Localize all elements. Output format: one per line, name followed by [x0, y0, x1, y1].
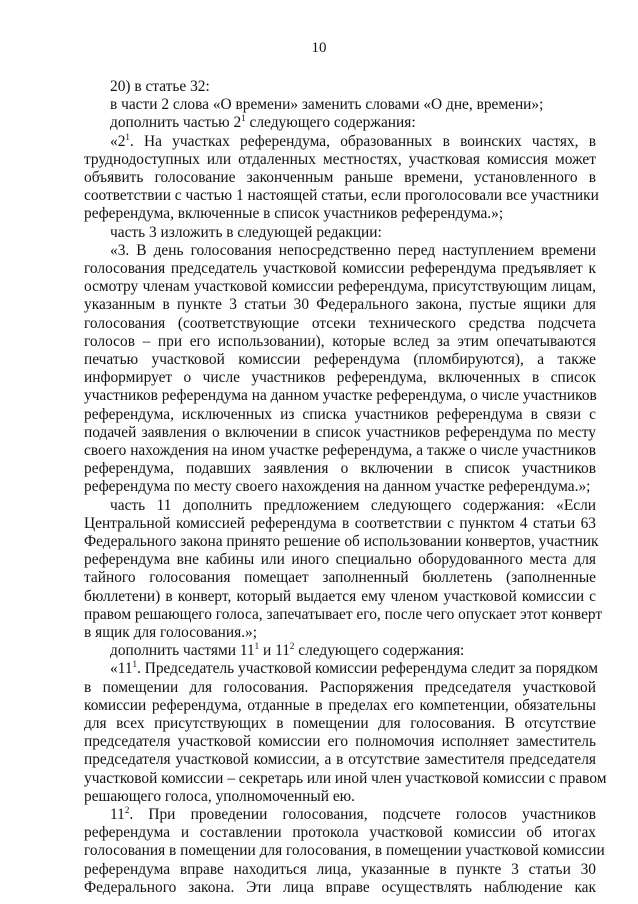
text-span: объявить голосование законченным раньше времени, установленного в — [84, 169, 596, 186]
text-span: . На участках референдума, образованных в воинских частях, в — [129, 132, 596, 150]
text-line — [84, 533, 599, 551]
text-span: решающего голоса, уполномоченный ею. — [84, 787, 356, 805]
text-span: участковой комиссии – секретарь или иной член участковой комиссии с правом — [84, 769, 607, 787]
text-line — [110, 133, 596, 151]
text-line — [84, 187, 599, 205]
text-line — [84, 788, 596, 806]
text-line — [84, 169, 596, 187]
text-line — [84, 769, 607, 788]
superscript: 1 — [241, 113, 246, 124]
text-line — [84, 478, 596, 496]
text-line — [110, 96, 596, 114]
superscript: 1 — [125, 131, 130, 142]
text-line — [84, 679, 596, 697]
text-span: в помещении для голосования. Распоряжения председателя участковой — [84, 678, 596, 696]
superscript: 2 — [289, 641, 295, 652]
superscript: 1 — [132, 659, 138, 670]
text-span: часть 11 дополнить предложением следующего содержания: «Если — [110, 496, 596, 514]
text-span: для всех присутствующих в помещении для голосования. В отсутствие — [84, 715, 596, 732]
text-span: дополнить частью 2 — [110, 114, 242, 132]
text-span: своего нахождения на ином участке референдума, а также о числе участников — [84, 442, 596, 459]
text-span: указанным в пункте 3 статьи 30 Федерального закона, пустые ящики для — [84, 296, 596, 314]
text-line — [84, 697, 596, 715]
text-line — [84, 315, 596, 333]
text-line — [84, 842, 605, 860]
text-span: печатью участковой комиссии референдума (пломбируются), а также — [84, 351, 596, 368]
text-span: Федерального закона принято решение об использовании конвертов, участник — [84, 533, 599, 550]
text-line — [84, 733, 596, 751]
text-span: соответствии с частью 1 настоящей статьи, если проголосовали все участники — [84, 187, 599, 205]
text-line — [110, 497, 596, 515]
text-span: дополнить частями 11 — [110, 642, 255, 660]
text-line — [84, 824, 596, 842]
text-span: в ящик для голосования.»; — [84, 624, 258, 641]
text-span: референдума, подавших заявления о включении в список участников — [84, 460, 596, 478]
text-span: референдума и составлении протокола участковой комиссии об итогах — [84, 824, 596, 842]
text-span: референдума, исключенных из списка участников референдума в связи с — [84, 405, 596, 423]
text-line — [110, 114, 596, 132]
superscript: 1 — [254, 641, 260, 652]
text-line — [110, 242, 596, 260]
text-line — [84, 460, 596, 478]
text-line — [110, 659, 599, 678]
text-line — [110, 78, 596, 96]
text-line — [110, 224, 596, 242]
superscript: 2 — [124, 805, 130, 815]
text-line — [84, 424, 596, 442]
text-span: референдума вне кабины или иного специально оборудованного места для — [84, 551, 596, 569]
text-line — [84, 351, 596, 369]
text-span: . Председатель участковой комиссии референдума следит за порядком — [137, 660, 599, 678]
text-line — [84, 569, 596, 587]
text-span: следующего содержания: — [294, 642, 465, 660]
text-line — [84, 879, 596, 897]
text-span: председателя участковой комиссии, а в отсутствие заместителя председателя — [84, 751, 596, 769]
text-line — [84, 442, 596, 460]
text-line — [84, 205, 596, 223]
text-line — [84, 751, 596, 769]
text-span: референдума по месту своего нахождения на данном участке референдума.»; — [84, 478, 591, 496]
text-span: референдума, включенные в список участников референдума.»; — [84, 205, 504, 223]
text-span: тайного голосования помещает заполненный бюллетень (заполненные — [84, 569, 596, 587]
text-line — [84, 588, 596, 606]
text-span: 20) в статье 32: — [110, 78, 210, 95]
text-span: голосования председатель участковой комиссии референдума предъявляет к — [84, 260, 596, 277]
text-line — [84, 369, 596, 387]
text-span: «11 — [110, 660, 133, 678]
text-span: Центральной комиссией референдума в соответствии с пунктом 4 статьи 63 — [84, 514, 596, 532]
text-span: референдума вправе находиться лица, указанные в пункте 3 статьи 30 — [84, 860, 596, 878]
text-span: голосов – при его использовании), которые вслед за этим опечатываются — [84, 332, 596, 350]
text-span: комиссии референдума, отданные в пределах его компетенции, обязательны — [84, 696, 596, 714]
page-number: 10 — [311, 40, 327, 56]
text-line — [110, 642, 596, 660]
text-line — [84, 260, 596, 278]
text-span: труднодоступных или отдаленных местностях, участковая комиссия может — [84, 150, 596, 168]
text-span: информирует о числе участников референдума, включенных в список — [84, 369, 596, 387]
text-span: голосования в помещении для голосования, в помещении участковой комиссии — [84, 842, 605, 860]
text-span: осмотру членам участковой комиссии референдума, присутствующим лицам, — [84, 278, 596, 296]
text-line — [84, 624, 596, 642]
text-span: председателя участковой комиссии его полномочия исполняет заместитель — [84, 733, 596, 751]
text-line — [84, 515, 596, 533]
text-span: часть 3 изложить в следующей редакции: — [110, 223, 382, 241]
text-line — [84, 387, 596, 405]
text-line — [84, 406, 596, 424]
text-line — [84, 278, 596, 296]
text-span: в части 2 слова «О времени» заменить словами «О дне, времени»; — [110, 96, 544, 114]
text-line — [84, 551, 596, 569]
text-line — [110, 806, 596, 824]
text-line — [84, 333, 596, 351]
text-span: подачей заявления о включении в список участников референдума по месту — [84, 423, 596, 441]
text-line — [84, 605, 603, 624]
text-span: участников референдума на данном участке референдума, о числе участников — [84, 387, 597, 405]
text-span: бюллетени) в конверт, который выдается ему членом участковой комиссии с — [84, 587, 596, 605]
text-span: следующего содержания: — [245, 114, 416, 132]
text-line — [84, 296, 596, 314]
text-span: . При проведении голосования, подсчете голосов участников — [129, 806, 596, 823]
text-line — [84, 715, 596, 733]
text-span: 11 — [110, 806, 125, 823]
text-span: «3. В день голосования непосредственно перед наступлением времени — [110, 241, 596, 259]
text-span: правом решающего голоса, запечатывает его, после чего опускает этот конверт — [84, 605, 603, 623]
text-line — [84, 151, 596, 169]
text-span: Федерального закона. Эти лица вправе осуществлять наблюдение как — [84, 878, 596, 896]
text-span: «2 — [110, 132, 126, 150]
text-line — [84, 861, 596, 879]
text-span: и 11 — [259, 642, 290, 660]
text-span: голосования (соответствующие отсеки технического средства подсчета — [84, 314, 596, 332]
